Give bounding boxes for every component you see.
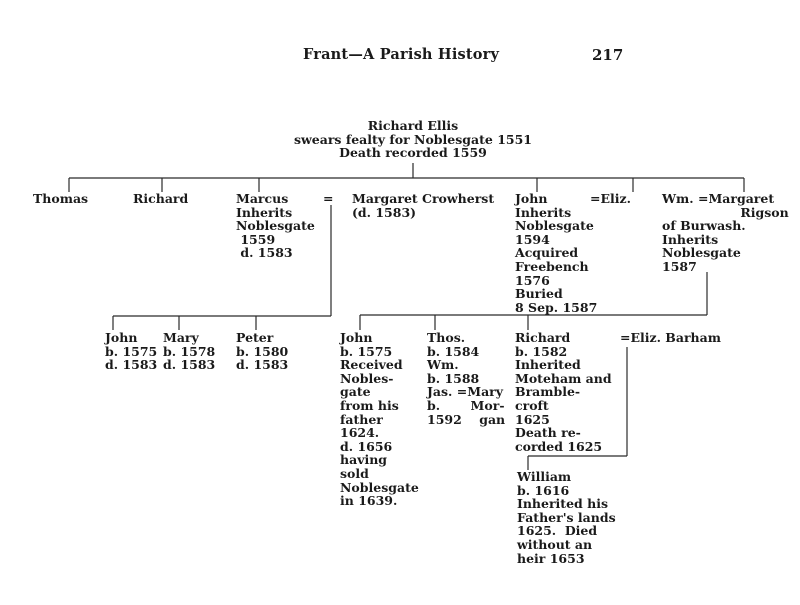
- node-john-a: John b. 1575 d. 1583: [105, 330, 158, 373]
- node-mary: Mary b. 1578 d. 1583: [163, 330, 216, 373]
- node-thos-wm-jas: Thos. b. 1584 Wm. b. 1588 Jas. =Mary b. Mor- 1592 gan: [427, 330, 506, 427]
- node-john-b: John b. 1575 Received Nobles- gate from his father 1624. d. 1656 having sold Noblesgate in 1639.: [340, 330, 419, 509]
- node-thomas: Thomas: [33, 191, 89, 206]
- node-eliz: =Eliz.: [590, 191, 631, 206]
- node-peter: Peter b. 1580 d. 1583: [236, 330, 289, 373]
- node-richard: Richard: [133, 191, 189, 206]
- node-margaret-crowherst: Margaret Crowherst (d. 1583): [352, 191, 495, 220]
- node-marcus: Marcus Inherits Noblesgate 1559 d. 1583: [236, 191, 315, 261]
- marriage-sign-marcus: =: [323, 191, 334, 206]
- node-eliz-barham: =Eliz. Barham: [620, 330, 721, 345]
- node-john-noblesgate: John Inherits Noblesgate 1594 Acquired Freebench 1576 Buried 8 Sep. 1587: [515, 191, 598, 315]
- node-richard-b: Richard b. 1582 Inherited Moteham and Bramble- croft 1625 Death re- corded 1625: [515, 330, 612, 454]
- node-richard-ellis: Richard Ellis swears fealty for Noblesgate 1551 Death recorded 1559: [294, 118, 532, 161]
- node-william: William b. 1616 Inherited his Father's lands 1625. Died without an heir 1653: [517, 469, 616, 566]
- node-wm-margaret-rigson: Wm. =Margaret Rigson of Burwash. Inherits Noblesgate 1587: [662, 191, 789, 274]
- page-number: 217: [592, 46, 624, 64]
- running-title: Frant—A Parish History: [303, 46, 500, 63]
